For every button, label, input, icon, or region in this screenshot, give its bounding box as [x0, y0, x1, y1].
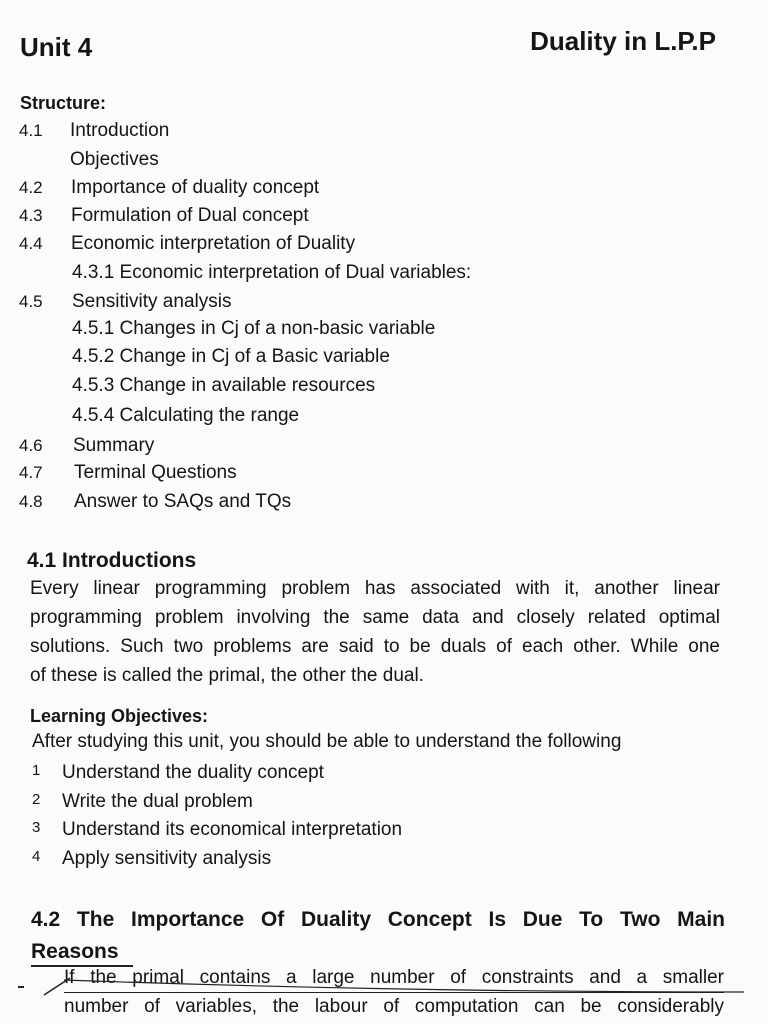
learning-objectives-heading: Learning Objectives:: [30, 706, 209, 726]
toc-text: Importance of duality concept: [71, 177, 320, 198]
objective-marker: 3: [32, 819, 41, 836]
toc-text: Objectives: [70, 149, 159, 170]
paragraph-line: If the primal contains a large number of constraints and a smaller: [64, 964, 724, 993]
objective-marker: 2: [32, 791, 41, 808]
toc-text: Sensitivity analysis: [72, 291, 232, 312]
section-heading-line: Reasons: [31, 939, 133, 967]
toc-text: 4.5.3 Change in available resources: [72, 375, 376, 396]
toc-text: 4.5.1 Changes in Cj of a non-basic variable: [72, 318, 436, 339]
toc-number: 4.8: [19, 492, 43, 511]
pen-underline: [64, 980, 744, 992]
margin-dash: [18, 986, 24, 988]
learning-objectives-intro: After studying this unit, you should be able to understand the following: [32, 731, 622, 752]
toc-number: 4.6: [19, 436, 43, 455]
section-heading-line: 4.2 The Importance Of Duality Concept Is Due To Two Main: [31, 908, 725, 931]
toc-text: Economic interpretation of Duality: [71, 233, 356, 254]
structure-heading: Structure:: [20, 93, 107, 113]
toc-text: Summary: [73, 435, 155, 456]
toc-text: Answer to SAQs and TQs: [74, 491, 292, 512]
toc-text: 4.5.4 Calculating the range: [72, 405, 300, 426]
section-heading-introductions: 4.1 Introductions: [27, 549, 197, 572]
toc-number: 4.2: [19, 178, 43, 197]
objective-marker: 1: [32, 762, 41, 779]
toc-text: Introduction: [70, 120, 170, 141]
toc-text: Terminal Questions: [74, 462, 237, 483]
paragraph-line: programming problem involving the same data and closely related optimal: [30, 607, 720, 628]
toc-text: 4.3.1 Economic interpretation of Dual variables:: [72, 262, 472, 283]
paragraph-line: Every linear programming problem has associated with it, another linear: [30, 578, 720, 599]
unit-title: Unit 4: [20, 32, 93, 62]
paragraph-line: number of variables, the labour of computation can be considerably: [64, 996, 724, 1017]
toc-number: 4.4: [19, 234, 43, 253]
paragraph-line: solutions. Such two problems are said to be duals of each other. While one: [30, 636, 720, 657]
paragraph-line: of these is called the primal, the other the dual.: [30, 665, 424, 686]
toc-number: 4.1: [19, 121, 43, 140]
objective-text: Write the dual problem: [62, 791, 253, 812]
objective-text: Apply sensitivity analysis: [62, 848, 272, 869]
toc-number: 4.3: [19, 206, 43, 225]
toc-number: 4.5: [19, 292, 43, 311]
objective-text: Understand its economical interpretation: [62, 819, 403, 840]
toc-number: 4.7: [19, 463, 43, 482]
objective-marker: 4: [32, 848, 41, 865]
objective-text: Understand the duality concept: [62, 762, 324, 783]
toc-text: 4.5.2 Change in Cj of a Basic variable: [72, 346, 390, 367]
chapter-title: Duality in L.P.P: [530, 26, 716, 56]
toc-text: Formulation of Dual concept: [71, 205, 309, 226]
